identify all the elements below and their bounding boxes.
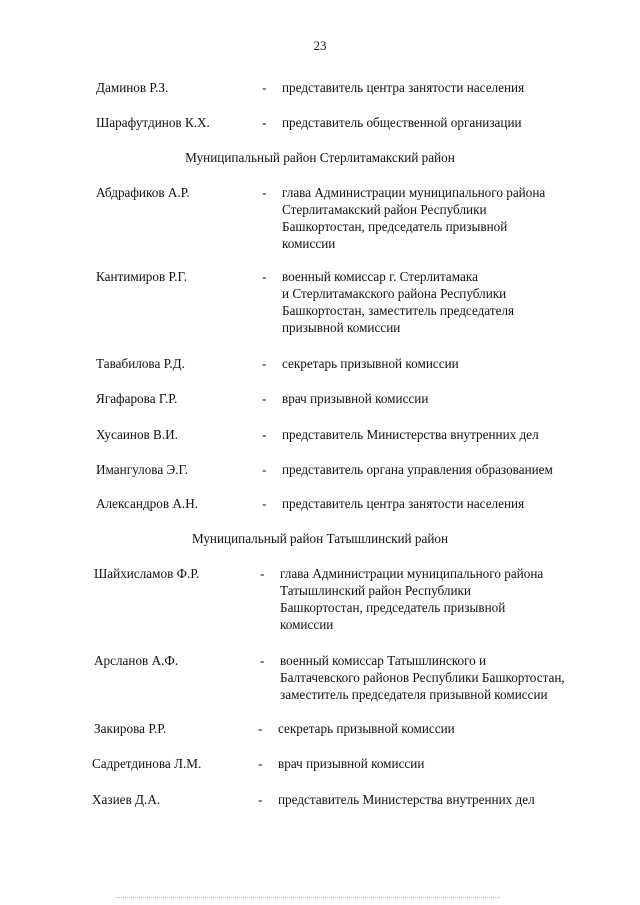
member-name: Хазиев Д.А. <box>92 792 161 807</box>
member-role-line: Балтачевского районов Республики Башкортостан, <box>280 670 565 685</box>
separator-dash: - <box>262 427 267 442</box>
separator-dash: - <box>262 496 267 511</box>
separator-dash: - <box>260 653 265 668</box>
member-role: представитель Министерства внутренних дел <box>282 427 539 442</box>
member-role: секретарь призывной комиссии <box>282 356 459 371</box>
member-name: Закирова Р.Р. <box>94 721 167 736</box>
section-heading: Муниципальный район Татышлинский район <box>191 531 449 546</box>
separator-dash: - <box>260 566 265 581</box>
member-name: Шайхисламов Ф.Р. <box>94 566 200 581</box>
member-role-line: Башкортостан, председатель призывной <box>280 600 506 615</box>
member-role: врач призывной комиссии <box>282 391 429 406</box>
member-role-line: глава Администрации муниципального района <box>280 566 544 581</box>
member-role: врач призывной комиссии <box>278 756 425 771</box>
member-role: представитель Министерства внутренних дел <box>278 792 535 807</box>
separator-dash: - <box>258 792 263 807</box>
separator-dash: - <box>262 185 267 200</box>
member-role: представитель центра занятости населения <box>282 80 525 95</box>
member-role-line: Стерлитамакский район Республики <box>282 202 487 217</box>
member-role: представитель органа управления образованием <box>282 462 553 477</box>
member-role-line: глава Администрации муниципального района <box>282 185 546 200</box>
member-role-line: и Стерлитамакского района Республики <box>282 286 507 301</box>
separator-dash: - <box>258 756 263 771</box>
member-name: Имангулова Э.Г. <box>96 462 188 477</box>
separator-dash: - <box>262 391 267 406</box>
separator-dash: - <box>262 356 267 371</box>
member-role: представитель центра занятости населения <box>282 496 525 511</box>
member-role-line: военный комиссар Татышлинского и <box>280 653 487 668</box>
member-name: Тавабилова Р.Д. <box>96 356 185 371</box>
member-name: Шарафутдинов К.Х. <box>96 115 210 130</box>
member-name: Ягафарова Г.Р. <box>96 391 178 406</box>
member-role-line: заместитель председателя призывной комиссии <box>280 687 548 702</box>
member-role-line: военный комиссар г. Стерлитамака <box>282 269 478 284</box>
member-name: Александров А.Н. <box>96 496 199 511</box>
separator-dash: - <box>262 462 267 477</box>
member-name: Садретдинова Л.М. <box>92 756 202 771</box>
member-role: секретарь призывной комиссии <box>278 721 455 736</box>
member-name: Хусаинов В.И. <box>96 427 178 442</box>
member-role-line: Башкортостан, заместитель председателя <box>282 303 515 318</box>
member-name: Кантимиров Р.Г. <box>96 269 187 284</box>
separator-dash: - <box>258 721 263 736</box>
member-name: Арсланов А.Ф. <box>94 653 179 668</box>
separator-dash: - <box>262 269 267 284</box>
separator-dash: - <box>262 80 267 95</box>
member-role-line: Башкортостан, председатель призывной <box>282 219 508 234</box>
member-name: Абдрафиков А.Р. <box>96 185 190 200</box>
member-role-line: комиссии <box>280 617 334 632</box>
page-number: 23 <box>313 38 327 53</box>
member-role-line: комиссии <box>282 236 336 251</box>
member-role-line: призывной комиссии <box>282 320 401 335</box>
scan-artifact-line <box>115 897 500 899</box>
member-role-line: Татышлинский район Республики <box>280 583 471 598</box>
section-heading: Муниципальный район Стерлитамакский район <box>185 150 455 165</box>
separator-dash: - <box>262 115 267 130</box>
member-role: представитель общественной организации <box>282 115 522 130</box>
member-name: Даминов Р.З. <box>96 80 169 95</box>
